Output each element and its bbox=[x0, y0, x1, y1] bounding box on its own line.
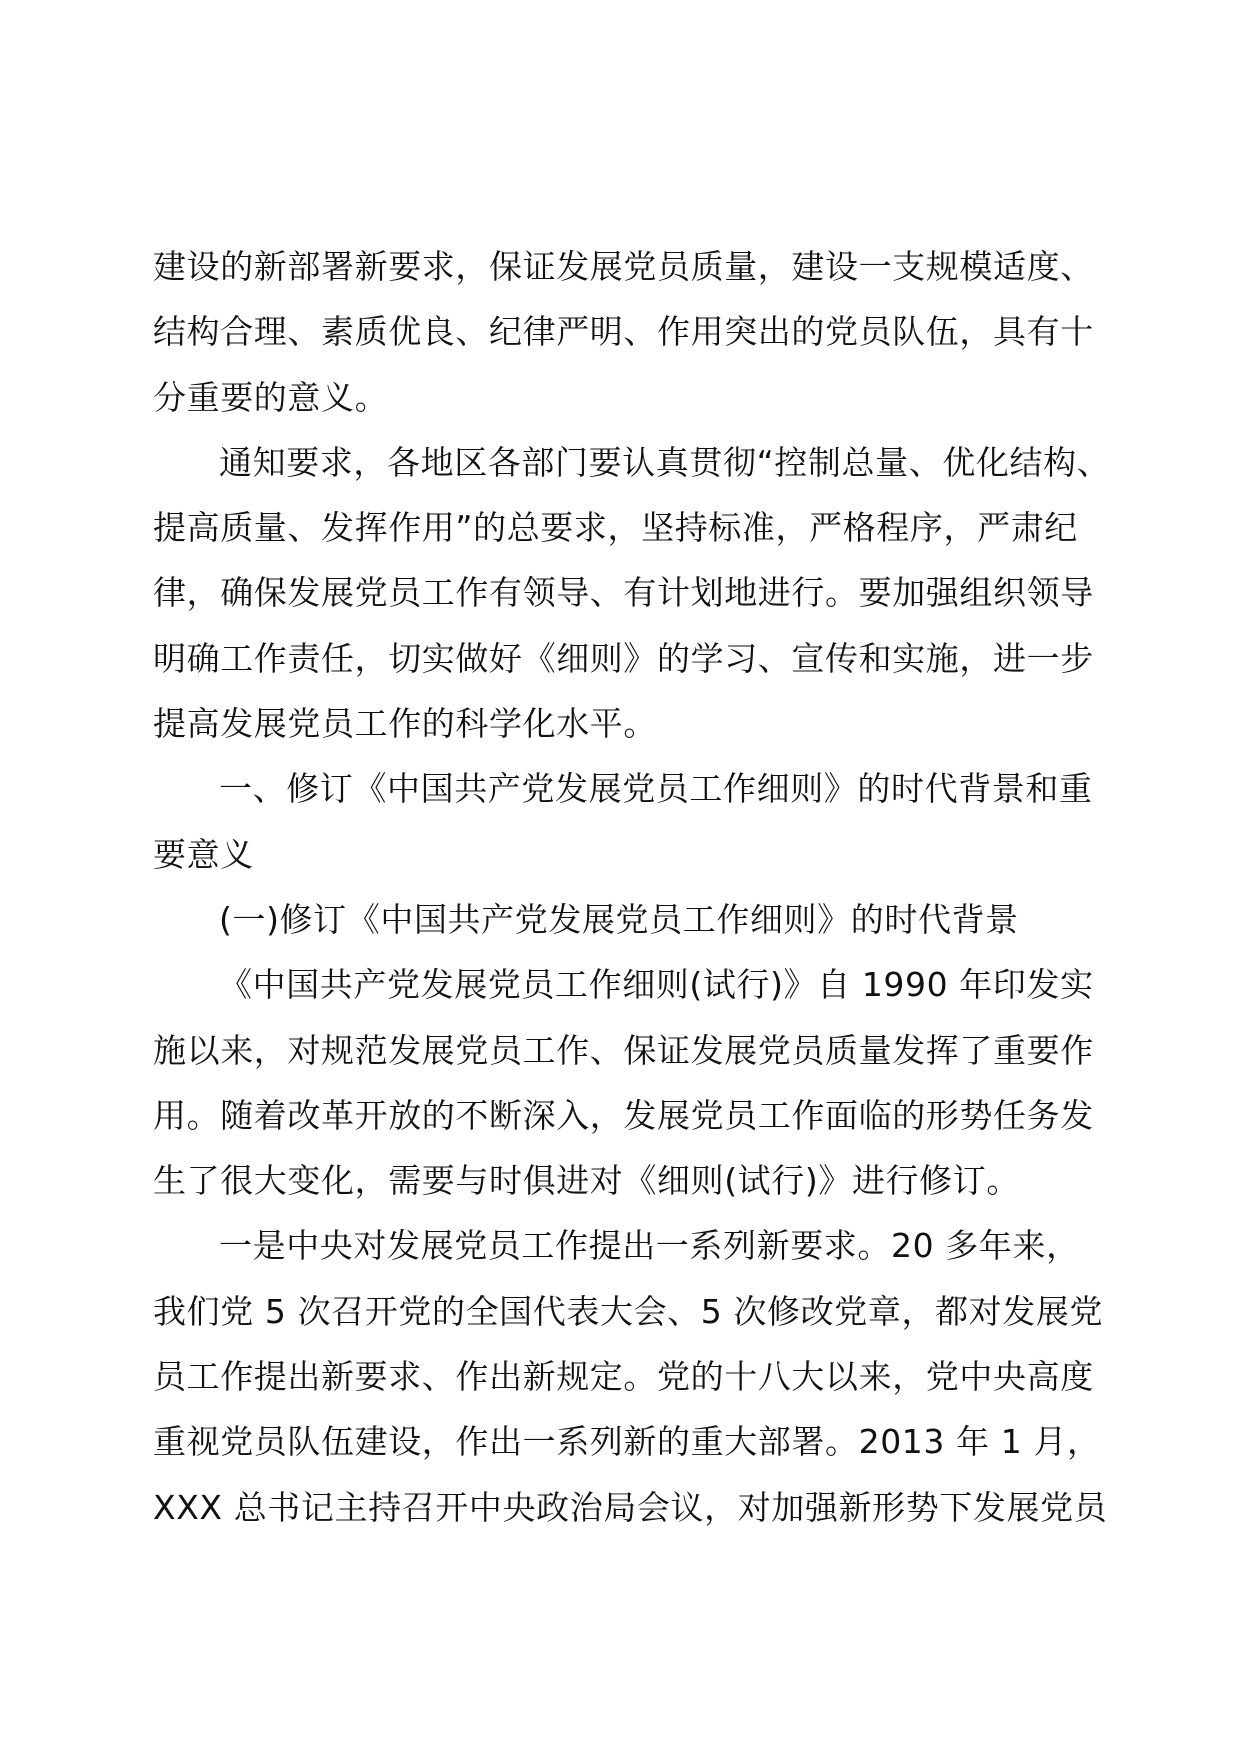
text-line: 我们党 5 次召开党的全国代表大会、5 次修改党章，都对发展党 bbox=[153, 1291, 1104, 1331]
section-heading-continued: 要意义 bbox=[153, 834, 254, 874]
text-line: 明确工作责任，切实做好《细则》的学习、宣传和实施，进一步 bbox=[153, 638, 1094, 678]
text-line: 生了很大变化，需要与时俱进对《细则(试行)》进行修订。 bbox=[153, 1161, 1020, 1201]
text-line: 员工作提出新要求、作出新规定。党的十八大以来，党中央高度 bbox=[153, 1357, 1094, 1397]
section-heading: 一、修订《中国共产党发展党员工作细则》的时代背景和重 bbox=[219, 769, 1093, 809]
text-line: 律，确保发展党员工作有领导、有计划地进行。要加强组织领导 bbox=[153, 573, 1094, 613]
text-line: 提高发展党员工作的科学化水平。 bbox=[153, 704, 657, 744]
text-line: 建设的新部署新要求，保证发展党员质量，建设一支规模适度、 bbox=[153, 247, 1094, 286]
text-line: 重视党员队伍建设，作出一系列新的重大部署。2013 年 1 月， bbox=[153, 1422, 1101, 1462]
text-line: XXX 总书记主持召开中央政治局会议，对加强新形势下发展党员 bbox=[153, 1487, 1108, 1527]
text-line: 分重要的意义。 bbox=[153, 377, 389, 417]
paragraph-first-line: 《中国共产党发展党员工作细则(试行)》自 1990 年印发实 bbox=[219, 965, 1094, 1005]
text-line: 结构合理、素质优良、纪律严明、作用突出的党员队伍，具有十 bbox=[153, 312, 1094, 352]
paragraph-first-line: 通知要求，各地区各部门要认真贯彻“控制总量、优化结构、 bbox=[219, 442, 1111, 482]
text-line: 施以来，对规范发展党员工作、保证发展党员质量发挥了重要作 bbox=[153, 1030, 1094, 1070]
text-line: 用。随着改革开放的不断深入，发展党员工作面临的形势任务发 bbox=[153, 1095, 1094, 1135]
paragraph-first-line: 一是中央对发展党员工作提出一系列新要求。20 多年来， bbox=[219, 1226, 1080, 1266]
text-line: 提高质量、发挥作用”的总要求，坚持标准，严格程序，严肃纪 bbox=[153, 508, 1078, 548]
body-text bbox=[153, 234, 1111, 1540]
subsection-heading: (一)修订《中国共产党发展党员工作细则》的时代背景 bbox=[219, 899, 1019, 939]
